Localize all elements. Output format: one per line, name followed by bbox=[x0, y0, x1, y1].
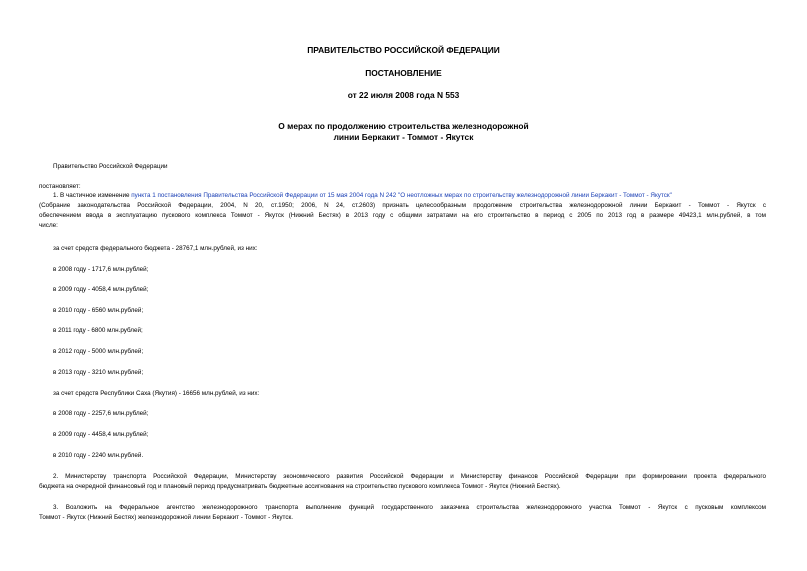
sakha-2008: в 2008 году - 2257,6 млн.рублей; bbox=[53, 410, 149, 417]
federal-2010: в 2010 году - 6560 млн.рублей; bbox=[53, 307, 144, 314]
paragraph-2-line-2: бюджета на очередной финансовый год и плановый период предусматривать бюджетные ассигнования на строительство пускового комплекса Томмот - Якутск (Нижний Бестях). bbox=[39, 483, 561, 490]
sakha-budget-item: за счет средств Республики Саха (Якутия) - 16656 млн.рублей, из них: bbox=[53, 390, 260, 397]
paragraph-1-line-2: (Собрание законодательства Российской Федерации, 2004, N 20, ст.1950; 2006, N 24, ст.2603) признать целесообразным продолжение строительства железнодорожной линии Беркакит - Томмот - Якутск с bbox=[39, 202, 766, 209]
document-title-line-2: линии Беркакит - Томмот - Якутск bbox=[333, 132, 474, 142]
federal-2009: в 2009 году - 4058,4 млн.рублей; bbox=[53, 286, 149, 293]
paragraph-2-line-1: 2. Министерству транспорта Российской Федерации, Министерству экономического развития Российской Федерации и Министерству финансов Российской Федерации при формировании проекта федерального bbox=[53, 473, 766, 480]
paragraph-1-lead: 1. В частичное изменение bbox=[53, 192, 132, 199]
decree-242-link[interactable]: пункта 1 постановления Правительства Российской Федерации от 15 мая 2004 года N 242 "О неотложных мерах по строительству железнодорожной линии Беркакит - Томмот - Якутск" bbox=[131, 192, 672, 199]
document-date-number: от 22 июля 2008 года N 553 bbox=[347, 90, 460, 100]
paragraph-3-line-2: Томмот - Якутск (Нижний Бестях) железнодорожной линии Беркакит - Томмот - Якутск. bbox=[39, 514, 293, 521]
document-title-line-1: О мерах по продолжению строительства железнодорожной bbox=[278, 121, 529, 131]
resolves-word: постановляет: bbox=[39, 183, 81, 190]
sakha-2010: в 2010 году - 2240 млн.рублей. bbox=[53, 452, 144, 459]
document-type: ПОСТАНОВЛЕНИЕ bbox=[365, 68, 442, 78]
federal-2011: в 2011 году - 6800 млн.рублей; bbox=[53, 327, 143, 334]
sakha-2009: в 2009 году - 4458,4 млн.рублей; bbox=[53, 431, 149, 438]
paragraph-1-line-1 bbox=[53, 191, 672, 200]
paragraph-1-line-3: обеспечением ввода в эксплуатацию пускового комплекса Томмот - Якутск (Нижний Бестях) в 2013 году с общими затратами на его строительство в период с 2005 по 2013 год в размере 49423,1 млн.рублей, в том bbox=[39, 211, 766, 219]
preamble: Правительство Российской Федерации bbox=[53, 163, 168, 170]
federal-budget-item: за счет средств федерального бюджета - 28767,1 млн.рублей, из них: bbox=[53, 245, 258, 252]
federal-2012: в 2012 году - 5000 млн.рублей; bbox=[53, 348, 144, 355]
paragraph-3-line-1: 3. Возложить на Федеральное агентство железнодорожного транспорта выполнение функций государственного заказчика строительства железнодорожного участка Томмот - Якутск с пусковым комплексом bbox=[53, 504, 766, 511]
federal-2008: в 2008 году - 1717,6 млн.рублей; bbox=[53, 266, 149, 273]
paragraph-1-line-4: числе: bbox=[39, 222, 58, 229]
government-heading: ПРАВИТЕЛЬСТВО РОССИЙСКОЙ ФЕДЕРАЦИИ bbox=[307, 45, 500, 55]
federal-2013: в 2013 году - 3210 млн.рублей; bbox=[53, 369, 144, 376]
